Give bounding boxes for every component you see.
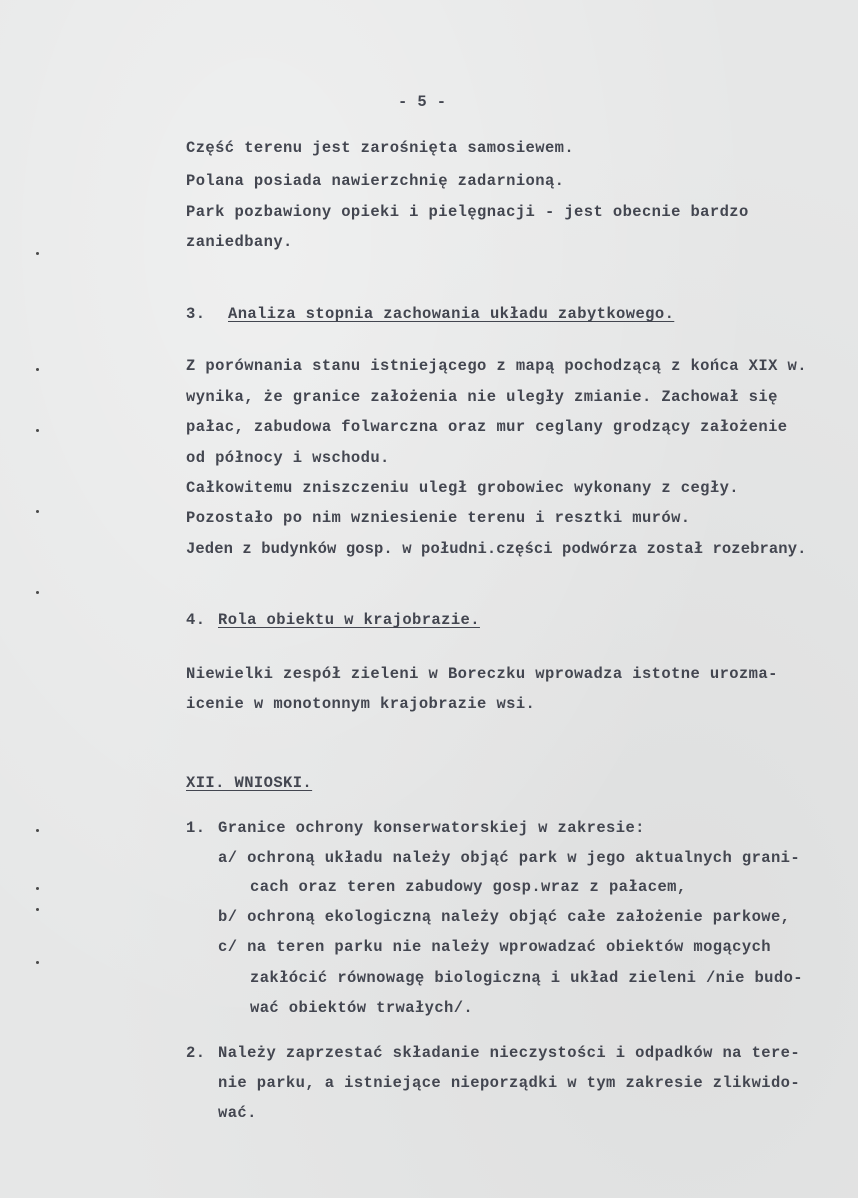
section-3-heading: Analiza stopnia zachowania układu zabytkowego. [228, 305, 675, 323]
punch-hole-dot [36, 887, 39, 890]
intro-line: zaniedbany. [186, 233, 293, 251]
intro-line: Część terenu jest zarośnięta samosiewem. [186, 139, 575, 157]
punch-hole-dot [36, 908, 39, 911]
section-3-line: pałac, zabudowa folwarczna oraz mur ceglany grodzący założenie [186, 418, 788, 436]
section-3-line: od północy i wschodu. [186, 449, 390, 467]
conclusion-2-line: Należy zaprzestać składanie nieczystości i odpadków na tere- [218, 1044, 801, 1062]
section-3-number: 3. [186, 305, 206, 323]
page-number: - 5 - [398, 93, 447, 111]
conclusion-1-subitem: zakłócić równowagę biologiczną i układ zieleni /nie budo- [250, 969, 803, 987]
punch-hole-dot [36, 368, 39, 371]
section-3-line: Całkowitemu zniszczeniu uległ grobowiec wykonany z cegły. [186, 479, 739, 497]
section-3-line: Jeden z budynków gosp. w południ.części podwórza został rozebrany. [186, 540, 807, 558]
conclusion-1-subitem: a/ ochroną układu należy objąć park w jego aktualnych grani- [218, 849, 801, 867]
intro-line: Polana posiada nawierzchnię zadarnioną. [186, 172, 565, 190]
punch-hole-dot [36, 591, 39, 594]
section-4-line: Niewielki zespół zieleni w Boreczku wprowadza istotne urozma- [186, 665, 778, 683]
conclusion-2-number: 2. [186, 1044, 206, 1062]
conclusion-1-number: 1. [186, 819, 206, 837]
section-3-line: wynika, że granice założenia nie uległy zmianie. Zachował się [186, 388, 778, 406]
section-4-line: icenie w monotonnym krajobrazie wsi. [186, 695, 536, 713]
section-3-line: Pozostało po nim wzniesienie terenu i resztki murów. [186, 509, 691, 527]
punch-hole-dot [36, 829, 39, 832]
punch-hole-dot [36, 510, 39, 513]
conclusion-2-line: wać. [218, 1104, 257, 1122]
section-4-heading: Rola obiektu w krajobrazie. [218, 611, 480, 629]
punch-hole-dot [36, 961, 39, 964]
conclusions-heading: XII. WNIOSKI. [186, 774, 313, 792]
section-3-line: Z porównania stanu istniejącego z mapą pochodzącą z końca XIX w. [186, 357, 807, 375]
conclusion-1-subitem: wać obiektów trwałych/. [250, 999, 474, 1017]
conclusion-1-subitem: cach oraz teren zabudowy gosp.wraz z pałacem, [250, 878, 687, 896]
conclusion-2-line: nie parku, a istniejące nieporządki w tym zakresie zlikwido- [218, 1074, 801, 1092]
conclusion-1-subitem: c/ na teren parku nie należy wprowadzać obiektów mogących [218, 938, 771, 956]
punch-hole-dot [36, 252, 39, 255]
section-4-number: 4. [186, 611, 206, 629]
intro-line: Park pozbawiony opieki i pielęgnacji - jest obecnie bardzo [186, 203, 749, 221]
conclusion-1-text: Granice ochrony konserwatorskiej w zakresie: [218, 819, 645, 837]
conclusion-1-subitem: b/ ochroną ekologiczną należy objąć całe założenie parkowe, [218, 908, 791, 926]
punch-hole-dot [36, 429, 39, 432]
